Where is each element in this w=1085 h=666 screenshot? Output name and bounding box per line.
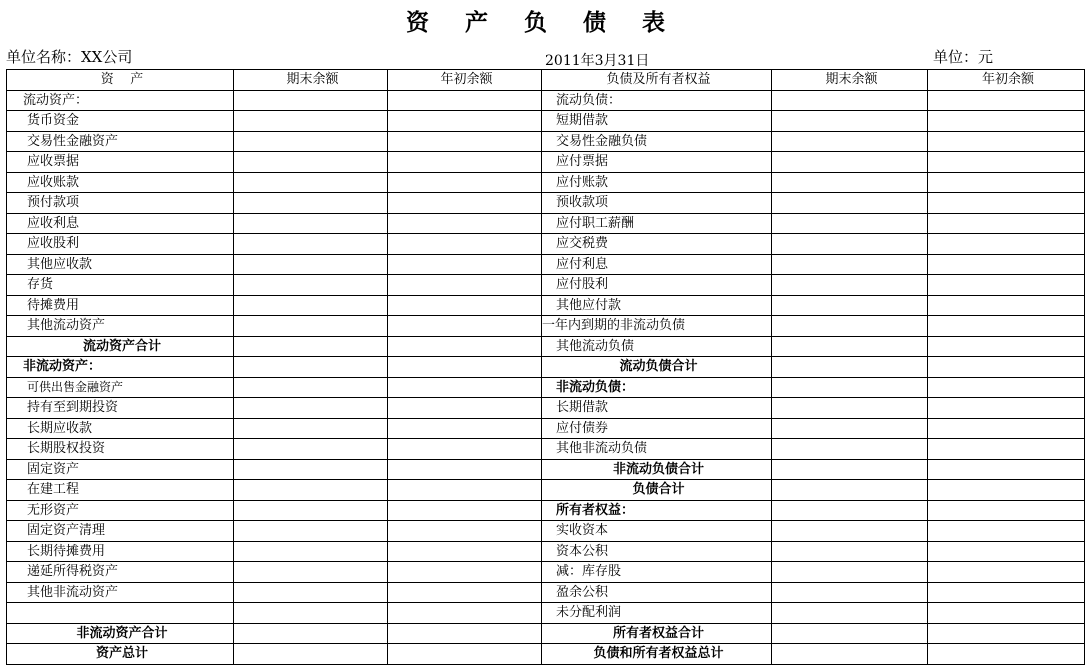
liab-label: 其他流动负债 (542, 336, 772, 357)
table-row (7, 541, 1085, 562)
liab-end-cell[interactable] (772, 111, 928, 132)
asset-label: 应收账款 (7, 172, 234, 193)
table-row (7, 152, 1085, 173)
asset-end-cell[interactable] (234, 172, 388, 193)
table-row (7, 131, 1085, 152)
asset-begin-cell[interactable] (388, 234, 542, 255)
liab-label: 应付股利 (542, 275, 772, 296)
table-row (7, 357, 1085, 378)
asset-end-cell[interactable] (234, 295, 388, 316)
liab-begin-cell[interactable] (928, 275, 1085, 296)
liab-label: 减：库存股 (542, 562, 772, 583)
liab-label: 负债和所有者权益总计 (542, 644, 772, 665)
asset-label: 应收票据 (7, 152, 234, 173)
liab-label: 流动负债合计 (542, 357, 772, 378)
asset-end-cell[interactable] (234, 131, 388, 152)
liab-label: 其他应付款 (542, 295, 772, 316)
asset-begin-cell[interactable] (388, 644, 542, 665)
liab-label: 交易性金融负债 (542, 131, 772, 152)
asset-begin-cell[interactable] (388, 275, 542, 296)
asset-begin-cell[interactable] (388, 172, 542, 193)
liab-end-cell[interactable] (772, 644, 928, 665)
liab-end-cell[interactable] (772, 562, 928, 583)
asset-label: 长期股权投资 (7, 439, 234, 460)
liab-begin-cell[interactable] (928, 623, 1085, 644)
liab-begin-cell[interactable] (928, 111, 1085, 132)
asset-label: 资产总计 (7, 644, 234, 665)
asset-end-cell[interactable] (234, 254, 388, 275)
asset-label: 无形资产 (7, 500, 234, 521)
asset-end-cell[interactable] (234, 213, 388, 234)
asset-end-cell[interactable] (234, 603, 388, 624)
asset-end-cell[interactable] (234, 336, 388, 357)
table-row (7, 295, 1085, 316)
liab-label: 应付票据 (542, 152, 772, 173)
asset-label: 货币资金 (7, 111, 234, 132)
liab-label: 其他非流动负债 (542, 439, 772, 460)
asset-begin-cell[interactable] (388, 357, 542, 378)
asset-begin-cell[interactable] (388, 131, 542, 152)
liab-end-cell[interactable] (772, 623, 928, 644)
asset-end-cell[interactable] (234, 398, 388, 419)
liab-begin-cell[interactable] (928, 480, 1085, 501)
asset-begin-cell[interactable] (388, 562, 542, 583)
liab-end-cell[interactable] (772, 398, 928, 419)
liab-begin-cell[interactable] (928, 541, 1085, 562)
asset-label: 持有至到期投资 (7, 398, 234, 419)
unit-name: 单位名称：XX公司 (6, 48, 133, 66)
asset-end-cell[interactable] (234, 234, 388, 255)
liab-end-cell[interactable] (772, 234, 928, 255)
liab-end-cell[interactable] (772, 500, 928, 521)
table-row (7, 603, 1085, 624)
asset-label (7, 603, 234, 624)
table-row (7, 254, 1085, 275)
asset-label: 长期应收款 (7, 418, 234, 439)
asset-end-cell[interactable] (234, 459, 388, 480)
liab-label: 未分配利润 (542, 603, 772, 624)
asset-end-cell[interactable] (234, 541, 388, 562)
asset-begin-cell[interactable] (388, 418, 542, 439)
table-row (7, 500, 1085, 521)
asset-begin-cell[interactable] (388, 521, 542, 542)
table-row (7, 459, 1085, 480)
asset-label: 递延所得税资产 (7, 562, 234, 583)
liab-label: 一年内到期的非流动负债 (542, 316, 772, 337)
liab-end-cell[interactable] (772, 152, 928, 173)
liab-label: 所有者权益合计 (542, 623, 772, 644)
liab-end-cell[interactable] (772, 275, 928, 296)
asset-label: 交易性金融资产 (7, 131, 234, 152)
table-row (7, 213, 1085, 234)
asset-label: 固定资产清理 (7, 521, 234, 542)
asset-begin-cell[interactable] (388, 500, 542, 521)
table-row (7, 90, 1085, 111)
liab-end-cell[interactable] (772, 336, 928, 357)
liab-begin-cell[interactable] (928, 500, 1085, 521)
liab-end-cell[interactable] (772, 582, 928, 603)
liab-label: 应交税费 (542, 234, 772, 255)
liab-label: 应付职工薪酬 (542, 213, 772, 234)
asset-label: 其他应收款 (7, 254, 234, 275)
asset-label: 其他非流动资产 (7, 582, 234, 603)
asset-end-cell[interactable] (234, 90, 388, 111)
liab-end-cell[interactable] (772, 521, 928, 542)
asset-begin-cell[interactable] (388, 541, 542, 562)
liab-label: 预收款项 (542, 193, 772, 214)
asset-label: 流动资产： (7, 90, 234, 111)
asset-begin-cell[interactable] (388, 603, 542, 624)
liab-begin-cell[interactable] (928, 603, 1085, 624)
table-row (7, 234, 1085, 255)
asset-end-cell[interactable] (234, 152, 388, 173)
asset-begin-cell[interactable] (388, 316, 542, 337)
asset-end-cell[interactable] (234, 439, 388, 460)
asset-end-cell[interactable] (234, 644, 388, 665)
asset-end-cell[interactable] (234, 193, 388, 214)
liab-end-cell[interactable] (772, 295, 928, 316)
table-row (7, 398, 1085, 419)
asset-label: 待摊费用 (7, 295, 234, 316)
asset-label: 长期待摊费用 (7, 541, 234, 562)
liab-begin-cell[interactable] (928, 439, 1085, 460)
table-row (7, 377, 1085, 398)
liab-label: 短期借款 (542, 111, 772, 132)
asset-begin-cell[interactable] (388, 111, 542, 132)
liab-end-cell[interactable] (772, 213, 928, 234)
liab-label: 实收资本 (542, 521, 772, 542)
liab-end-cell[interactable] (772, 439, 928, 460)
table-row (7, 480, 1085, 501)
report-date: 2011年3月31日 (545, 53, 650, 69)
liab-begin-cell[interactable] (928, 90, 1085, 111)
asset-begin-cell[interactable] (388, 90, 542, 111)
table-row (7, 439, 1085, 460)
asset-begin-cell[interactable] (388, 152, 542, 173)
liab-begin-cell[interactable] (928, 357, 1085, 378)
table-row (7, 623, 1085, 644)
asset-label: 应收利息 (7, 213, 234, 234)
asset-label: 应收股利 (7, 234, 234, 255)
table-row (7, 418, 1085, 439)
table-row (7, 521, 1085, 542)
asset-begin-cell[interactable] (388, 213, 542, 234)
asset-begin-cell[interactable] (388, 459, 542, 480)
liab-label: 所有者权益： (542, 500, 772, 521)
liab-end-cell[interactable] (772, 603, 928, 624)
asset-label: 存货 (7, 275, 234, 296)
asset-label: 流动资产合计 (7, 336, 234, 357)
liab-end-cell[interactable] (772, 131, 928, 152)
liab-begin-cell[interactable] (928, 459, 1085, 480)
asset-end-cell[interactable] (234, 582, 388, 603)
asset-label: 非流动资产合计 (7, 623, 234, 644)
liab-begin-cell[interactable] (928, 521, 1085, 542)
liab-begin-cell[interactable] (928, 398, 1085, 419)
liab-end-cell[interactable] (772, 90, 928, 111)
asset-end-cell[interactable] (234, 480, 388, 501)
liab-label: 资本公积 (542, 541, 772, 562)
liab-begin-cell[interactable] (928, 316, 1085, 337)
liab-label: 应付账款 (542, 172, 772, 193)
asset-label: 可供出售金融资产 (7, 377, 234, 398)
liab-label: 应付债券 (542, 418, 772, 439)
asset-begin-cell[interactable] (388, 623, 542, 644)
balance-sheet-table (6, 69, 1085, 665)
header-row (7, 70, 1085, 91)
asset-end-cell[interactable] (234, 316, 388, 337)
header-assets-begin-balance: 年初余额 (388, 70, 542, 91)
currency-unit: 单位：元 (933, 48, 994, 66)
asset-end-cell[interactable] (234, 521, 388, 542)
asset-label: 其他流动资产 (7, 316, 234, 337)
header-liab-begin-balance: 年初余额 (928, 70, 1085, 91)
asset-begin-cell[interactable] (388, 377, 542, 398)
asset-label: 预付款项 (7, 193, 234, 214)
liab-begin-cell[interactable] (928, 213, 1085, 234)
table-row (7, 582, 1085, 603)
liab-begin-cell[interactable] (928, 418, 1085, 439)
liab-begin-cell[interactable] (928, 131, 1085, 152)
liab-end-cell[interactable] (772, 316, 928, 337)
asset-begin-cell[interactable] (388, 582, 542, 603)
liab-end-cell[interactable] (772, 480, 928, 501)
asset-end-cell[interactable] (234, 500, 388, 521)
asset-begin-cell[interactable] (388, 336, 542, 357)
liab-end-cell[interactable] (772, 193, 928, 214)
table-row (7, 275, 1085, 296)
table-row (7, 111, 1085, 132)
liab-label: 非流动负债合计 (542, 459, 772, 480)
asset-label: 在建工程 (7, 480, 234, 501)
liab-end-cell[interactable] (772, 418, 928, 439)
table-row (7, 172, 1085, 193)
liab-label: 非流动负债： (542, 377, 772, 398)
liab-begin-cell[interactable] (928, 644, 1085, 665)
liab-begin-cell[interactable] (928, 254, 1085, 275)
asset-end-cell[interactable] (234, 418, 388, 439)
asset-end-cell[interactable] (234, 357, 388, 378)
liab-begin-cell[interactable] (928, 582, 1085, 603)
liab-end-cell[interactable] (772, 459, 928, 480)
asset-begin-cell[interactable] (388, 480, 542, 501)
header-assets-end-balance: 期末余额 (234, 70, 388, 91)
liab-label: 负债合计 (542, 480, 772, 501)
asset-begin-cell[interactable] (388, 439, 542, 460)
liab-label: 流动负债： (542, 90, 772, 111)
liab-begin-cell[interactable] (928, 295, 1085, 316)
liab-end-cell[interactable] (772, 541, 928, 562)
liab-label: 盈余公积 (542, 582, 772, 603)
table-row (7, 316, 1085, 337)
liab-begin-cell[interactable] (928, 193, 1085, 214)
liab-begin-cell[interactable] (928, 152, 1085, 173)
liab-end-cell[interactable] (772, 172, 928, 193)
liab-begin-cell[interactable] (928, 336, 1085, 357)
liab-label: 应付利息 (542, 254, 772, 275)
asset-label: 固定资产 (7, 459, 234, 480)
asset-label: 非流动资产： (7, 357, 234, 378)
table-row (7, 193, 1085, 214)
asset-end-cell[interactable] (234, 275, 388, 296)
liab-begin-cell[interactable] (928, 234, 1085, 255)
liab-begin-cell[interactable] (928, 377, 1085, 398)
liab-end-cell[interactable] (772, 254, 928, 275)
table-row (7, 336, 1085, 357)
asset-begin-cell[interactable] (388, 193, 542, 214)
header-liab-end-balance: 期末余额 (772, 70, 928, 91)
page-title: 资 产 负 债 表 (405, 9, 680, 36)
header-liabilities-equity: 负债及所有者权益 (542, 70, 772, 91)
liab-end-cell[interactable] (772, 377, 928, 398)
table-row (7, 644, 1085, 665)
header-assets: 资 产 (7, 70, 234, 91)
asset-begin-cell[interactable] (388, 254, 542, 275)
liab-label: 长期借款 (542, 398, 772, 419)
table-row (7, 562, 1085, 583)
liab-begin-cell[interactable] (928, 172, 1085, 193)
asset-begin-cell[interactable] (388, 295, 542, 316)
asset-end-cell[interactable] (234, 111, 388, 132)
asset-begin-cell[interactable] (388, 398, 542, 419)
asset-end-cell[interactable] (234, 623, 388, 644)
liab-end-cell[interactable] (772, 357, 928, 378)
asset-end-cell[interactable] (234, 377, 388, 398)
liab-begin-cell[interactable] (928, 562, 1085, 583)
asset-end-cell[interactable] (234, 562, 388, 583)
